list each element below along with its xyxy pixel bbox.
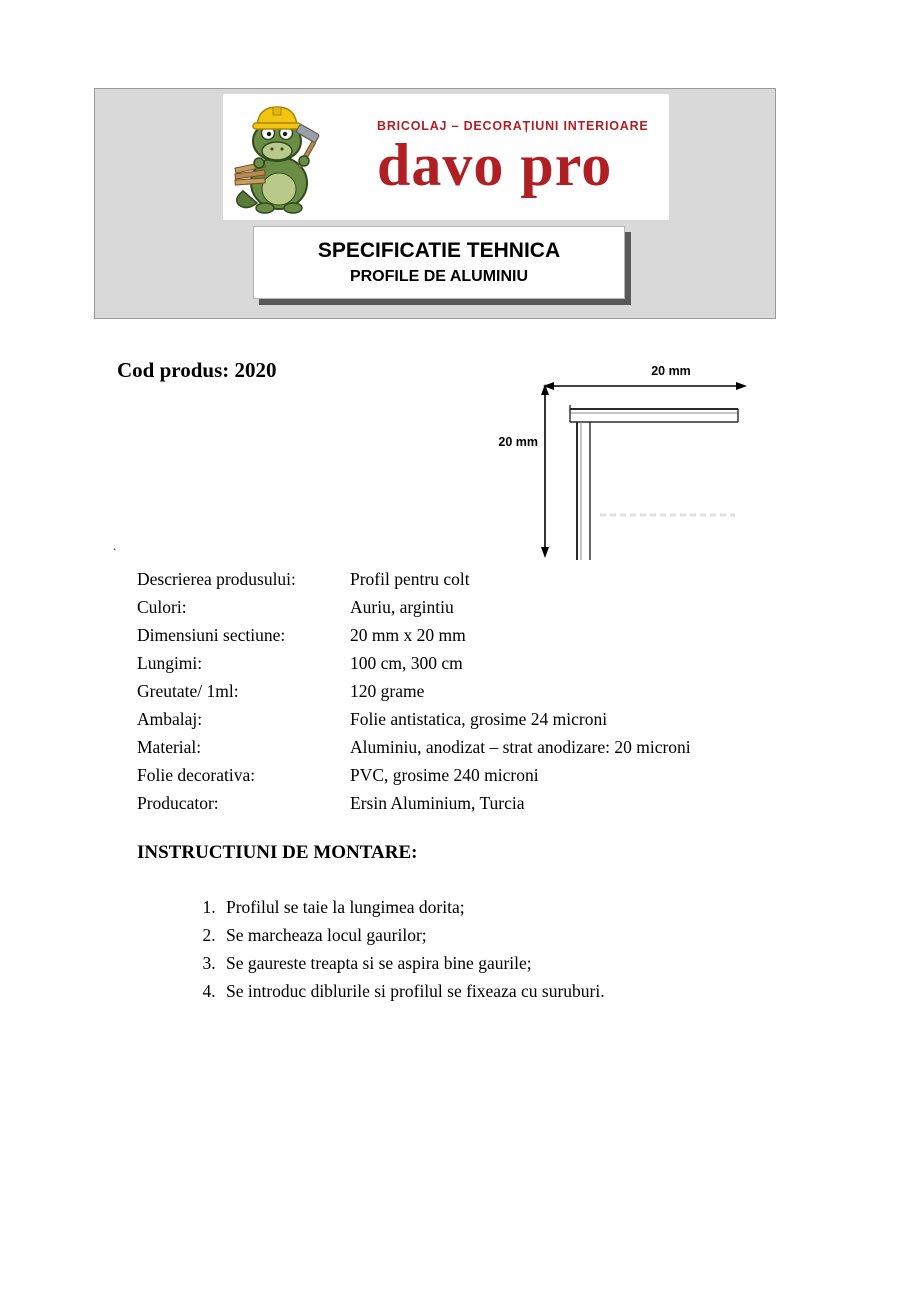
brand-name: davo pro <box>377 132 613 198</box>
stray-dot: . <box>113 538 117 553</box>
spec-label: Material: <box>137 737 202 757</box>
spec-subtitle: PROFILE DE ALUMINIU <box>349 268 529 285</box>
spec-title-box <box>253 226 625 299</box>
spec-value: Folie antistatica, grosime 24 microni <box>350 709 608 729</box>
spec-value: Auriu, argintiu <box>350 597 454 617</box>
spec-label: Greutate/ 1ml: <box>137 681 239 701</box>
spec-title: SPECIFICATIE TEHNICA <box>317 239 561 262</box>
brand-text <box>377 119 649 198</box>
spec-row <box>137 593 797 621</box>
spec-value: 100 cm, 300 cm <box>350 653 463 673</box>
spec-label: Ambalaj: <box>137 709 203 729</box>
instruction-item: 3. Se gaureste treapta si se aspira bine gaurile; <box>220 949 777 977</box>
height-dimension-label: 20 mm <box>498 435 538 449</box>
spec-row <box>137 733 797 761</box>
spec-value: Ersin Aluminium, Turcia <box>350 793 525 813</box>
logo-inner <box>223 94 669 220</box>
brand-tagline: BRICOLAJ – DECORAȚIUNI INTERIOARE <box>377 119 649 133</box>
spec-label: Descrierea produsului: <box>137 569 296 589</box>
instruction-item: 4. Se introduc diblurile si profilul se fixeaza cu suruburi. <box>220 977 777 1005</box>
instructions-list <box>137 893 777 1005</box>
spec-label: Culori: <box>137 597 187 617</box>
spec-value: PVC, grosime 240 microni <box>350 765 539 785</box>
spec-value: 120 grame <box>350 681 425 701</box>
product-code: Cod produs: 2020 <box>117 358 277 382</box>
profile-dimension-diagram <box>470 355 770 570</box>
instruction-item: 1. Profilul se taie la lungimea dorita; <box>220 893 777 921</box>
spec-value: Aluminiu, anodizat – strat anodizare: 20 microni <box>350 737 691 757</box>
dinosaur-mascot-icon <box>231 99 331 215</box>
logo-box <box>223 94 669 220</box>
spec-row <box>137 565 797 593</box>
instructions-heading: INSTRUCTIUNI DE MONTARE: <box>137 842 418 863</box>
spec-row <box>137 761 797 789</box>
spec-value: 20 mm x 20 mm <box>350 625 466 645</box>
spec-list <box>137 565 797 817</box>
spec-label: Dimensiuni sectiune: <box>137 625 286 645</box>
spec-row <box>137 789 797 817</box>
width-dimension-label: 20 mm <box>651 364 691 378</box>
spec-row <box>137 677 797 705</box>
spec-value: Profil pentru colt <box>350 569 470 589</box>
instruction-item: 2. Se marcheaza locul gaurilor; <box>220 921 777 949</box>
spec-label: Folie decorativa: <box>137 765 256 785</box>
header-box <box>94 88 776 319</box>
spec-row <box>137 649 797 677</box>
spec-row <box>137 621 797 649</box>
spec-label: Lungimi: <box>137 653 203 673</box>
spec-label: Producator: <box>137 793 219 813</box>
spec-row <box>137 705 797 733</box>
